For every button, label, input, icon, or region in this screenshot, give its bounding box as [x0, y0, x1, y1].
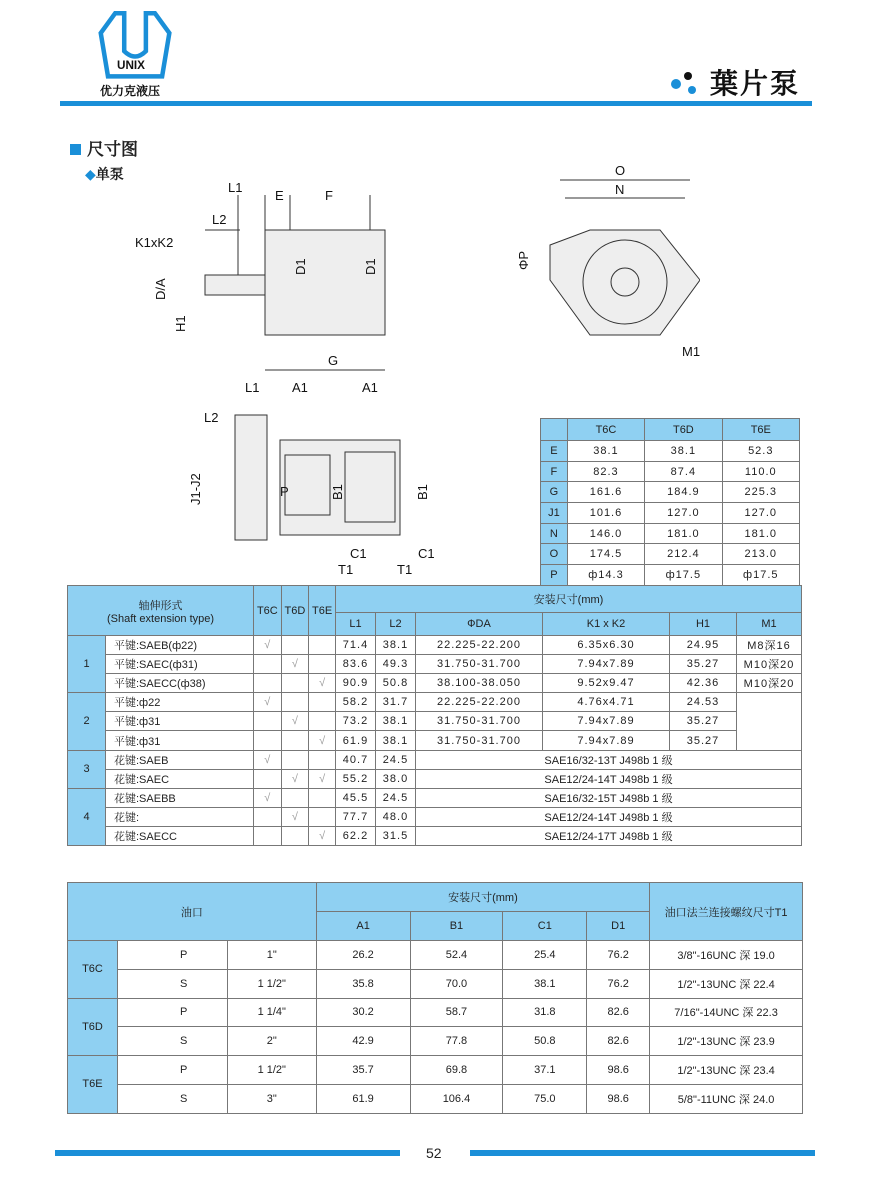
column-header: T6C: [254, 586, 282, 636]
table-cell: 3/8"-16UNC 深 19.0: [650, 941, 803, 970]
table-cell: 1/2"-13UNC 深 22.4: [650, 969, 803, 998]
table-cell: S: [117, 1084, 227, 1113]
table-row: [68, 941, 803, 970]
table-cell: 82.6: [587, 998, 650, 1027]
table-cell: 38.1: [376, 712, 416, 731]
column-header: T6C: [567, 419, 644, 441]
table-row: [68, 655, 802, 674]
shaft-type: 平键:ф31: [106, 731, 254, 750]
table-cell: 1 1/2": [227, 1056, 316, 1085]
table-cell: 69.8: [410, 1056, 503, 1085]
table-cell: 77.8: [410, 1027, 503, 1056]
table-cell: P: [117, 1056, 227, 1085]
column-header: B1: [410, 912, 503, 941]
table-cell: 61.9: [336, 731, 376, 750]
table-cell: 38.0: [376, 769, 416, 788]
table-row: [68, 788, 802, 807]
table-cell: 1 1/4": [227, 998, 316, 1027]
label-l2: L2: [212, 212, 227, 227]
table-cell: 52.3: [722, 441, 799, 462]
check-mark: √: [254, 788, 282, 807]
table-cell: 7.94x7.89: [543, 655, 670, 674]
column-header: 油口法兰连接螺纹尺寸T1: [650, 883, 803, 941]
dots-icon: [668, 68, 704, 96]
empty-cell: [281, 731, 309, 750]
table-cell: ф17.5: [645, 565, 722, 586]
table-cell: 77.7: [336, 807, 376, 826]
table-cell: 55.2: [336, 769, 376, 788]
table-cell: 25.4: [503, 941, 587, 970]
table-cell: N: [541, 523, 568, 544]
label-b1-b: B1: [415, 484, 430, 500]
footer-rule-right: [470, 1150, 815, 1156]
table-cell: 6.35x6.30: [543, 636, 670, 655]
table-cell: 90.9: [336, 674, 376, 693]
empty-cell: [309, 712, 336, 731]
table-row: [541, 482, 800, 503]
table-cell: 106.4: [410, 1084, 503, 1113]
table-cell: 4.76x4.71: [543, 693, 670, 712]
table-row: [68, 712, 802, 731]
port-view: [188, 380, 435, 577]
check-mark: √: [281, 712, 309, 731]
empty-cell: [281, 826, 309, 845]
table-row: [68, 826, 802, 845]
label-b1: B1: [330, 484, 345, 500]
column-header: T6D: [281, 586, 309, 636]
empty-cell: [309, 693, 336, 712]
empty-cell: [281, 636, 309, 655]
model-dimension-table: [540, 418, 800, 586]
check-mark: √: [281, 807, 309, 826]
table-row: [68, 750, 802, 769]
shaft-type: 平键:SAEB(ф22): [106, 636, 254, 655]
shaft-extension-table: [67, 585, 802, 846]
table-cell: M10深20: [737, 674, 802, 693]
unix-logo: [97, 6, 174, 80]
check-mark: √: [309, 826, 336, 845]
table-cell: 61.9: [316, 1084, 410, 1113]
empty-cell: [309, 788, 336, 807]
table-cell: 76.2: [587, 969, 650, 998]
table-row: [68, 693, 802, 712]
empty-cell: [281, 674, 309, 693]
table-cell: 50.8: [376, 674, 416, 693]
header-rule: [60, 101, 812, 106]
column-header: ФDA: [416, 613, 543, 636]
model-name: T6E: [68, 1056, 118, 1114]
label-d1: D1: [293, 258, 308, 275]
table-cell: 50.8: [503, 1027, 587, 1056]
column-header: 安装尺寸(mm): [336, 586, 802, 613]
empty-cell: [281, 693, 309, 712]
table-cell: 127.0: [722, 503, 799, 524]
table-row: [68, 807, 802, 826]
table-cell: 83.6: [336, 655, 376, 674]
table-cell: ф17.5: [722, 565, 799, 586]
table-row: [68, 1027, 803, 1056]
empty-cell: [254, 731, 282, 750]
empty-cell: [281, 750, 309, 769]
table-cell: 30.2: [316, 998, 410, 1027]
empty-cell: [281, 788, 309, 807]
table-cell: 52.4: [410, 941, 503, 970]
table-cell: M10深20: [737, 655, 802, 674]
table-cell: E: [541, 441, 568, 462]
svg-text:UNIX: UNIX: [117, 59, 145, 73]
label-c1-b: C1: [418, 546, 435, 561]
table-row: [68, 1084, 803, 1113]
column-header: L1: [336, 613, 376, 636]
table-cell: P: [541, 565, 568, 586]
table-cell: 22.225-22.200: [416, 636, 543, 655]
label-l1: L1: [228, 180, 243, 195]
table-cell: 35.27: [670, 712, 737, 731]
table-cell: 174.5: [567, 544, 644, 565]
table-cell: 7/16"-14UNC 深 22.3: [650, 998, 803, 1027]
table-cell: P: [117, 941, 227, 970]
shaft-type: 平键:ф22: [106, 693, 254, 712]
column-header-type: [68, 586, 254, 636]
label-t1: T1: [338, 562, 354, 577]
table-cell: 5/8"-11UNC 深 24.0: [650, 1084, 803, 1113]
label-t1-b: T1: [397, 562, 413, 577]
table-cell: 38.1: [503, 969, 587, 998]
page-number: 52: [426, 1145, 442, 1161]
table-cell: P: [117, 998, 227, 1027]
column-header: K1 x K2: [543, 613, 670, 636]
table-cell: 35.8: [316, 969, 410, 998]
group-number: 4: [68, 788, 106, 845]
group-number: 1: [68, 636, 106, 693]
column-header: H1: [670, 613, 737, 636]
table-cell: 58.2: [336, 693, 376, 712]
table-cell: G: [541, 482, 568, 503]
table-row: [541, 441, 800, 462]
table-cell: 110.0: [722, 461, 799, 482]
table-cell: 62.2: [336, 826, 376, 845]
table-cell: 49.3: [376, 655, 416, 674]
check-mark: √: [281, 655, 309, 674]
table-cell: 24.5: [376, 750, 416, 769]
table-cell: 7.94x7.89: [543, 731, 670, 750]
company-name: 优力克液压: [100, 84, 161, 98]
table-cell: 31.7: [376, 693, 416, 712]
column-header: A1: [316, 912, 410, 941]
table-cell: 87.4: [645, 461, 722, 482]
table-cell: 38.1: [376, 636, 416, 655]
table-cell: 184.9: [645, 482, 722, 503]
table-cell: 31.750-31.700: [416, 712, 543, 731]
table-cell: 35.7: [316, 1056, 410, 1085]
shaft-type: 花键:SAECC: [106, 826, 254, 845]
shaft-type: 花键:SAEBB: [106, 788, 254, 807]
check-mark: √: [254, 750, 282, 769]
spline-spec: SAE12/24-14T J498b 1 级: [416, 807, 802, 826]
table-cell: 9.52x9.47: [543, 674, 670, 693]
footer-rule-left: [55, 1150, 400, 1156]
group-number: 2: [68, 693, 106, 750]
shaft-type: 平键:SAEC(ф31): [106, 655, 254, 674]
label-a1-b: A1: [362, 380, 378, 395]
subtitle-text: 单泵: [95, 166, 124, 182]
table-cell: 38.1: [376, 731, 416, 750]
shaft-type: 平键:ф31: [106, 712, 254, 731]
spline-spec: SAE16/32-15T J498b 1 级: [416, 788, 802, 807]
table-cell: 127.0: [645, 503, 722, 524]
table-cell: 42.9: [316, 1027, 410, 1056]
column-header: T6E: [309, 586, 336, 636]
side-view: [135, 180, 385, 370]
table-cell: 58.7: [410, 998, 503, 1027]
table-row: [68, 674, 802, 693]
table-row: [541, 523, 800, 544]
label-l1-b: L1: [245, 380, 260, 395]
empty-cell: [737, 693, 802, 750]
table-cell: 31.750-31.700: [416, 731, 543, 750]
label-a1: A1: [292, 380, 308, 395]
header-text: 轴伸形式: [138, 599, 183, 612]
spline-spec: SAE12/24-17T J498b 1 级: [416, 826, 802, 845]
empty-cell: [254, 826, 282, 845]
table-cell: 31.5: [376, 826, 416, 845]
group-number: 3: [68, 750, 106, 788]
table-cell: 82.6: [587, 1027, 650, 1056]
table-row: [68, 769, 802, 788]
port-dimension-table: [67, 882, 803, 1114]
table-cell: 1": [227, 941, 316, 970]
label-h1: H1: [173, 315, 188, 332]
table-cell: F: [541, 461, 568, 482]
empty-cell: [309, 750, 336, 769]
table-cell: 35.27: [670, 655, 737, 674]
column-header: C1: [503, 912, 587, 941]
shaft-type: 花键:SAEB: [106, 750, 254, 769]
column-header: T6D: [645, 419, 722, 441]
table-cell: 146.0: [567, 523, 644, 544]
table-cell: 76.2: [587, 941, 650, 970]
label-n: N: [615, 182, 625, 197]
column-header: 油口: [68, 883, 317, 941]
table-cell: S: [117, 1027, 227, 1056]
table-cell: 225.3: [722, 482, 799, 503]
column-header: L2: [376, 613, 416, 636]
table-row: [68, 1056, 803, 1085]
empty-cell: [254, 807, 282, 826]
label-e: E: [275, 188, 284, 203]
table-cell: 71.4: [336, 636, 376, 655]
table-cell: 22.225-22.200: [416, 693, 543, 712]
label-c1: C1: [350, 546, 367, 561]
table-cell: 101.6: [567, 503, 644, 524]
table-row: [68, 969, 803, 998]
table-cell: 181.0: [645, 523, 722, 544]
table-cell: 70.0: [410, 969, 503, 998]
column-header: M1: [737, 613, 802, 636]
label-f: F: [325, 188, 333, 203]
table-cell: 75.0: [503, 1084, 587, 1113]
empty-cell: [254, 712, 282, 731]
label-p: P: [280, 484, 289, 499]
spline-spec: SAE16/32-13T J498b 1 级: [416, 750, 802, 769]
empty-cell: [309, 655, 336, 674]
table-cell: J1: [541, 503, 568, 524]
column-header: [541, 419, 568, 441]
table-cell: O: [541, 544, 568, 565]
table-cell: 98.6: [587, 1056, 650, 1085]
table-cell: 45.5: [336, 788, 376, 807]
table-row: [68, 998, 803, 1027]
empty-cell: [254, 769, 282, 788]
check-mark: √: [254, 636, 282, 655]
check-mark: √: [254, 693, 282, 712]
table-cell: 1 1/2": [227, 969, 316, 998]
table-cell: 213.0: [722, 544, 799, 565]
check-mark: √: [309, 769, 336, 788]
table-cell: 212.4: [645, 544, 722, 565]
label-da: D/A: [153, 278, 168, 300]
section-subtitle: ◆单泵: [85, 166, 124, 182]
empty-cell: [309, 807, 336, 826]
table-cell: 24.95: [670, 636, 737, 655]
table-cell: 38.100-38.050: [416, 674, 543, 693]
table-cell: 31.750-31.700: [416, 655, 543, 674]
model-name: T6C: [68, 941, 118, 999]
check-mark: √: [281, 769, 309, 788]
table-cell: 181.0: [722, 523, 799, 544]
table-cell: 98.6: [587, 1084, 650, 1113]
table-cell: 3": [227, 1084, 316, 1113]
table-row: [541, 461, 800, 482]
check-mark: √: [309, 674, 336, 693]
table-cell: M8深16: [737, 636, 802, 655]
label-d1: D1: [363, 258, 378, 275]
table-cell: 31.8: [503, 998, 587, 1027]
shaft-type: 花键:: [106, 807, 254, 826]
table-cell: 161.6: [567, 482, 644, 503]
column-header: D1: [587, 912, 650, 941]
table-row: [541, 503, 800, 524]
table-cell: ф14.3: [567, 565, 644, 586]
table-cell: 24.5: [376, 788, 416, 807]
table-row: [541, 565, 800, 586]
table-cell: 38.1: [645, 441, 722, 462]
shaft-type: 平键:SAECC(ф38): [106, 674, 254, 693]
empty-cell: [254, 655, 282, 674]
shaft-type: 花键:SAEC: [106, 769, 254, 788]
column-header: 安装尺寸(mm): [316, 883, 649, 912]
label-j1-j2: J1-J2: [188, 473, 203, 505]
table-cell: 42.36: [670, 674, 737, 693]
table-cell: S: [117, 969, 227, 998]
table-cell: 82.3: [567, 461, 644, 482]
table-row: [68, 636, 802, 655]
label-l2-b: L2: [204, 410, 219, 425]
header-text-en: (Shaft extension type): [107, 612, 215, 625]
label-g: G: [328, 353, 339, 368]
table-cell: 1/2"-13UNC 深 23.9: [650, 1027, 803, 1056]
front-view: [516, 163, 700, 359]
label-k1xk2: K1xK2: [135, 235, 174, 250]
label-o: O: [615, 163, 626, 178]
table-cell: 40.7: [336, 750, 376, 769]
table-cell: 7.94x7.89: [543, 712, 670, 731]
table-cell: 26.2: [316, 941, 410, 970]
table-cell: 35.27: [670, 731, 737, 750]
table-cell: 2": [227, 1027, 316, 1056]
check-mark: √: [309, 731, 336, 750]
spline-spec: SAE12/24-14T J498b 1 级: [416, 769, 802, 788]
label-phi-p: ΦP: [516, 250, 531, 270]
table-row: [68, 731, 802, 750]
table-row: [541, 544, 800, 565]
column-header: T6E: [722, 419, 799, 441]
table-cell: 48.0: [376, 807, 416, 826]
section-title: 尺寸图: [70, 135, 138, 160]
page-title: 葉片泵: [709, 68, 800, 99]
model-name: T6D: [68, 998, 118, 1056]
table-cell: 24.53: [670, 693, 737, 712]
table-cell: 37.1: [503, 1056, 587, 1085]
table-cell: 73.2: [336, 712, 376, 731]
table-cell: 1/2"-13UNC 深 23.4: [650, 1056, 803, 1085]
label-m1: M1: [682, 344, 700, 359]
table-cell: 38.1: [567, 441, 644, 462]
empty-cell: [309, 636, 336, 655]
empty-cell: [254, 674, 282, 693]
